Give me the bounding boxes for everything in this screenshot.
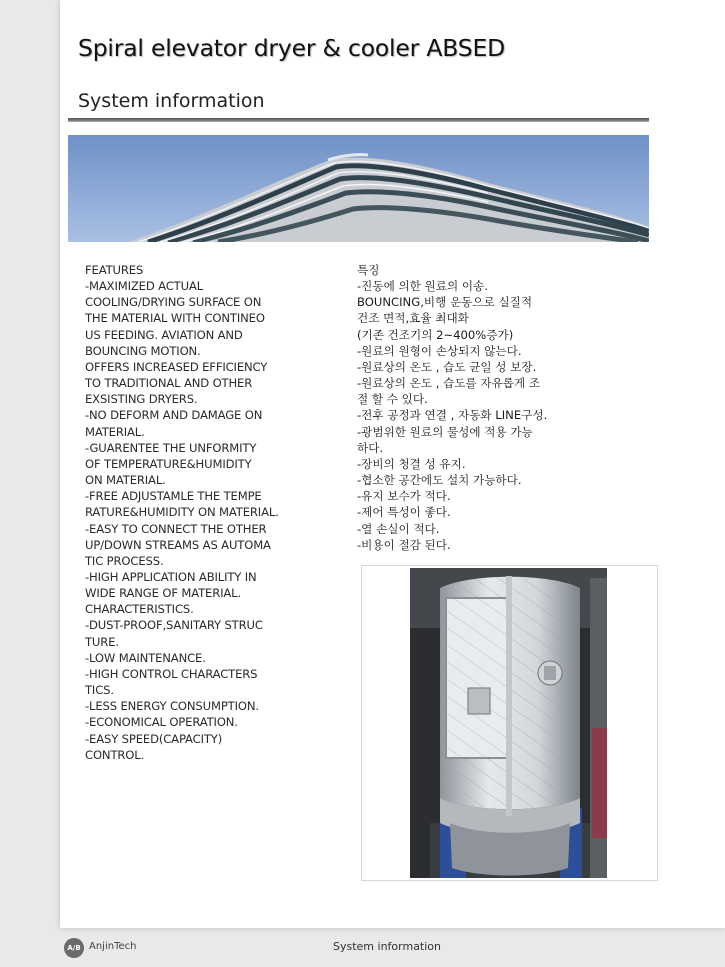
spiral-dome-banner-image: [68, 135, 649, 242]
feature-line-ko: -제어 특성이 좋다.: [357, 505, 451, 520]
feature-line-en: UP/DOWN STREAMS AS AUTOMA: [85, 537, 271, 552]
feature-line-ko: 특징: [357, 263, 380, 277]
feature-line-en: TIC PROCESS.: [85, 553, 164, 568]
feature-line-ko: -비용이 절감 된다.: [357, 537, 451, 552]
feature-line-en: TO TRADITIONAL AND OTHER: [85, 376, 253, 391]
machine-photo-frame: [361, 565, 658, 881]
features-english: [85, 262, 320, 763]
footer-company-name: AnjinTech: [89, 941, 137, 952]
spiral-dryer-photo: [410, 568, 607, 878]
feature-line-en: -FREE ADJUSTAMLE THE TEMPE: [85, 489, 262, 504]
features-korean: [357, 262, 617, 553]
feature-line-en: EXSISTING DRYERS.: [85, 392, 198, 407]
feature-line-ko: 건조 면적,효율 최대화: [357, 311, 469, 326]
feature-line-en: -NO DEFORM AND DAMAGE ON: [85, 408, 263, 423]
feature-line-en: COOLING/DRYING SURFACE ON: [85, 295, 262, 310]
banner-illustration: [68, 135, 649, 242]
feature-line-en: TICS.: [85, 683, 114, 698]
feature-line-en: ON MATERIAL.: [85, 473, 166, 488]
feature-line-en: -LESS ENERGY CONSUMPTION.: [85, 699, 259, 714]
feature-line-en: BOUNCING MOTION.: [85, 343, 201, 358]
title-divider: [68, 118, 649, 122]
feature-line-ko: 절 할 수 있다.: [357, 392, 428, 407]
feature-line-en: US FEEDING. AVIATION AND: [85, 327, 243, 342]
feature-line-ko: -원료상의 온도 , 습도 균일 성 보장.: [357, 359, 537, 374]
page-subtitle: System information: [78, 90, 265, 112]
feature-line-en: RATURE&HUMIDITY ON MATERIAL.: [85, 505, 279, 520]
feature-line-en: OFFERS INCREASED EFFICIENCY: [85, 359, 268, 374]
feature-line-ko: -진동에 의한 원료의 이송.: [357, 279, 488, 294]
footer-section-title: System information: [333, 940, 442, 953]
feature-line-en: -MAXIMIZED ACTUAL: [85, 279, 204, 294]
feature-line-en: THE MATERIAL WITH CONTINEO: [85, 311, 265, 326]
feature-line-ko: 하다.: [357, 440, 384, 455]
feature-line-en: WIDE RANGE OF MATERIAL.: [85, 586, 242, 601]
feature-line-ko: -광범위한 원료의 물성에 적용 가능: [357, 424, 533, 439]
page-title: Spiral elevator dryer & cooler ABSED: [78, 34, 506, 62]
document-page: [60, 0, 725, 928]
feature-line-en: -HIGH APPLICATION ABILITY IN: [85, 569, 257, 584]
feature-line-en: -HIGH CONTROL CHARACTERS: [85, 666, 258, 681]
feature-line-en: MATERIAL.: [85, 424, 145, 439]
feature-line-ko: -원료의 원형이 손상되지 않는다.: [357, 343, 522, 358]
feature-line-ko: (기존 건조기의 2~400%증가): [357, 327, 514, 342]
feature-line-en: TURE.: [85, 634, 119, 649]
feature-line-en: CONTROL.: [85, 747, 145, 762]
feature-line-en: -EASY TO CONNECT THE OTHER: [85, 521, 267, 536]
anjintech-logo-icon: A/B: [64, 938, 84, 958]
feature-line-ko: -원료상의 온도 , 습도를 자유롭게 조: [357, 376, 541, 391]
feature-line-ko: -열 손실이 적다.: [357, 521, 440, 536]
feature-line-en: -LOW MAINTENANCE.: [85, 650, 206, 665]
feature-line-en: -ECONOMICAL OPERATION.: [85, 715, 238, 730]
feature-line-en: -DUST-PROOF,SANITARY STRUC: [85, 618, 263, 633]
feature-line-ko: -유지 보수가 적다.: [357, 489, 451, 504]
feature-line-ko: -장비의 청결 성 유지.: [357, 456, 466, 471]
machine-photo: [410, 568, 607, 878]
feature-line-en: FEATURES: [85, 263, 144, 277]
feature-line-ko: BOUNCING,비행 운동으로 실질적: [357, 295, 533, 310]
feature-line-en: -EASY SPEED(CAPACITY): [85, 731, 223, 746]
feature-line-en: CHARACTERISTICS.: [85, 602, 194, 617]
feature-line-ko: -전후 공정과 연결 , 자동화 LINE구성.: [357, 408, 548, 423]
feature-line-en: OF TEMPERATURE&HUMIDITY: [85, 456, 252, 471]
feature-line-en: -GUARENTEE THE UNFORMITY: [85, 440, 257, 455]
feature-line-ko: -협소한 공간에도 설치 가능하다.: [357, 473, 522, 488]
